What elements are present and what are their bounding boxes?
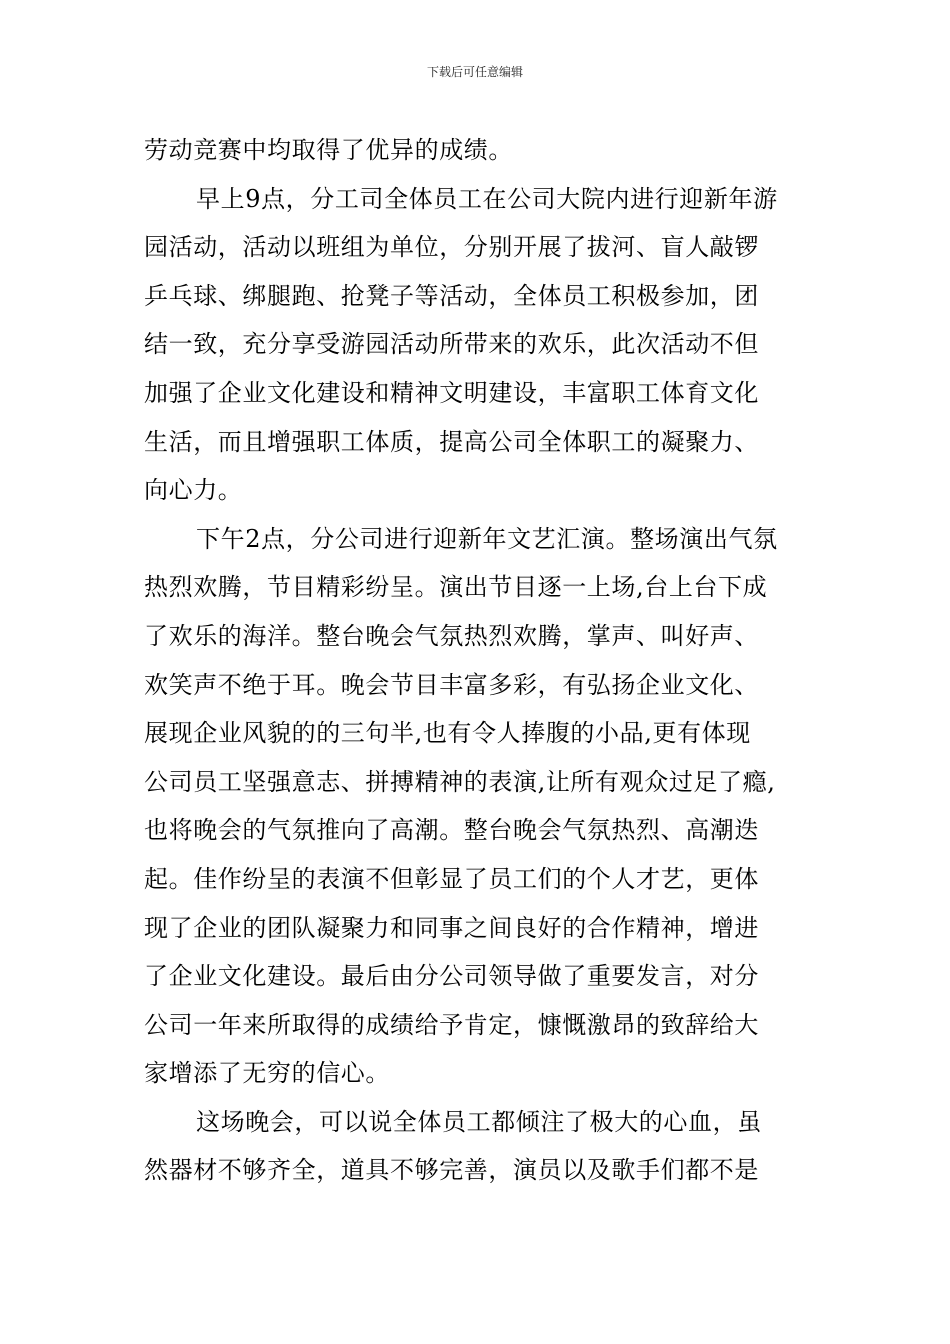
text-line: 公司员工坚强意志、拼搏精神的表演,让所有观众过足了瘾, bbox=[144, 767, 776, 796]
text-line: 乒乓球、绑腿跑、抢凳子等活动，全体员工积极参加，团 bbox=[144, 281, 759, 310]
text-line: 加强了企业文化建设和精神文明建设，丰富职工体育文化 bbox=[144, 378, 759, 407]
text-line: 园活动，活动以班组为单位，分别开展了拔河、盲人敲锣 bbox=[144, 233, 759, 262]
text-line: 这场晚会，可以说全体员工都倾注了极大的心血，虽 bbox=[196, 1107, 762, 1136]
text-line: 家增添了无穷的信心。 bbox=[144, 1059, 390, 1088]
text-line: 了欢乐的海洋。整台晚会气氛热烈欢腾，掌声、叫好声、 bbox=[144, 621, 759, 650]
text-line: 欢笑声不绝于耳。晚会节目丰富多彩，有弘扬企业文化、 bbox=[144, 670, 759, 699]
text-line: 生活，而且增强职工体质，提高公司全体职工的凝聚力、 bbox=[144, 427, 759, 456]
text-line: 公司一年来所取得的成绩给予肯定，慷慨激昂的致辞给大 bbox=[144, 1010, 759, 1039]
text-line: 也将晚会的气氛推向了高潮。整台晚会气氛热烈、高潮迭 bbox=[144, 816, 759, 845]
text-line: 早上9点，分工司全体员工在公司大院内进行迎新年游 bbox=[196, 184, 778, 213]
text-line: 向心力。 bbox=[144, 476, 243, 505]
text-line: 现了企业的团队凝聚力和同事之间良好的合作精神，增进 bbox=[144, 913, 759, 942]
text-line: 起。佳作纷呈的表演不但彰显了员工们的个人才艺，更体 bbox=[144, 864, 759, 893]
page-header: 下载后可任意编辑 bbox=[426, 65, 523, 79]
text-line: 然器材不够齐全，道具不够完善，演员以及歌手们都不是 bbox=[144, 1156, 759, 1185]
body-text bbox=[144, 126, 812, 1195]
text-line: 劳动竞赛中均取得了优异的成绩。 bbox=[144, 136, 513, 164]
text-line: 了企业文化建设。最后由分公司领导做了重要发言，对分 bbox=[144, 962, 759, 991]
text-line: 下午2点，分公司进行迎新年文艺汇演。整场演出气氛 bbox=[196, 524, 778, 553]
text-line: 热烈欢腾，节目精彩纷呈。演出节目逐一上场,台上台下成 bbox=[144, 573, 768, 602]
text-line: 展现企业风貌的的三句半,也有令人捧腹的小品,更有体现 bbox=[144, 719, 751, 748]
text-line: 结一致，充分享受游园活动所带来的欢乐，此次活动不但 bbox=[144, 330, 759, 359]
